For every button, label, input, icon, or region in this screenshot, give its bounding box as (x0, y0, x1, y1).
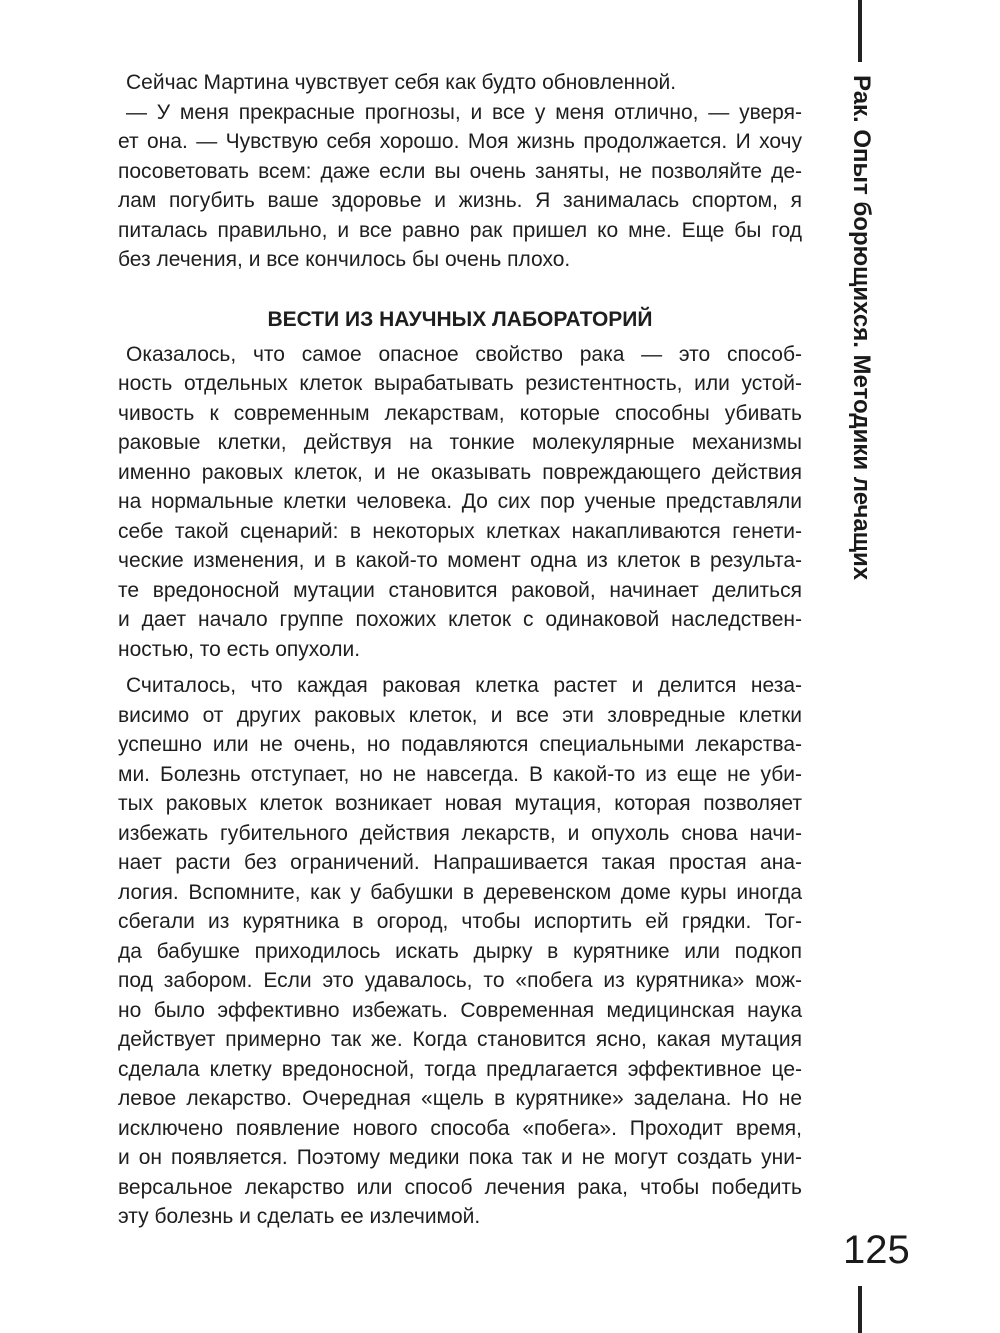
section-heading: ВЕСТИ ИЗ НАУЧНЫХ ЛАБОРАТОРИЙ (267, 307, 653, 331)
text-line: ностью, то есть опухоли. (118, 637, 361, 661)
page-body (118, 68, 802, 1232)
text-line: нает расти без ограничений. Напрашивается такая простая ана- (118, 851, 802, 874)
text-line: да бабушке приходилось искать дырку в курятнике или подкоп (118, 939, 802, 963)
text-line: без лечения, и все кончилось бы очень плохо. (118, 248, 571, 271)
paragraph (118, 68, 802, 98)
text-line: левое лекарство. Очередная «щель в курятнике» заделана. Но не (118, 1087, 802, 1110)
paragraph (118, 340, 802, 665)
paragraph (118, 671, 802, 1232)
text-line: ми. Болезнь отступает, но не навсегда. В какой-то из еще не уби- (118, 762, 802, 786)
text-line: посоветовать всем: даже если вы очень заняты, не позволяйте де- (118, 159, 802, 183)
text-line: висимо от других раковых клеток, и все эти зловредные клетки (118, 703, 802, 727)
text-line: но было эффективно избежать. Современная медицинская наука (118, 998, 802, 1022)
text-line: Оказалось, что самое опасное свойство рака — это способ- (126, 342, 802, 366)
text-line: те вредоносной мутации становится раковой, начинает делиться (118, 578, 802, 602)
text-line: тых раковых клеток возникает новая мутация, которая позволяет (118, 792, 802, 815)
text-line: под забором. Если это удавалось, то «побега из курятника» мож- (118, 969, 802, 992)
text-line: — У меня прекрасные прогнозы, и все у меня отлично, — уверя- (126, 100, 802, 124)
text-line: ет она. — Чувствую себя хорошо. Моя жизнь продолжается. И хочу (118, 130, 802, 153)
text-line: логия. Вспомните, как у бабушки в деревенском доме куры иногда (118, 880, 802, 904)
text-line: ческие изменения, и в какой-то момент одна из клеток в результа- (118, 549, 802, 572)
text-line: действует примерно так же. Когда становится ясно, какая мутация (118, 1028, 802, 1051)
top-rule (858, 0, 862, 62)
text-line: версальное лекарство или способ лечения рака, чтобы победить (118, 1175, 802, 1199)
text-line: Сейчас Мартина чувствует себя как будто обновленной. (126, 71, 677, 94)
bottom-rule (858, 1286, 862, 1333)
text-line: чивость к современным лекарствам, которые способны убивать (118, 401, 802, 425)
text-line: именно раковых клеток, и не оказывать повреждающего действия (118, 460, 802, 484)
text-line: исключено появление нового способа «побега». Проходит время, (118, 1116, 802, 1140)
text-line: успешно или не очень, но подавляются специальными лекарства- (118, 733, 802, 756)
text-line: избежать губительного действия лекарств, и опухоль снова начи- (118, 821, 802, 845)
text-line: себе такой сценарий: в некоторых клетках накапливаются генети- (118, 519, 802, 543)
text-line: питалась правильно, и все равно рак пришел ко мне. Еще бы год (118, 218, 802, 242)
text-line: эту болезнь и сделать ее излечимой. (118, 1205, 481, 1228)
running-title: Рак. Опыт борющихся. Методики лечащих (848, 75, 875, 581)
text-line: сбегали из курятника в огород, чтобы испортить ей грядки. Тог- (118, 910, 802, 933)
text-line: раковые клетки, действуя на тонкие молекулярные механизмы (118, 431, 802, 454)
text-line: лам погубить ваше здоровье и жизнь. Я занималась спортом, я (118, 189, 802, 212)
text-line: ность отдельных клеток вырабатывать резистентность, или устой- (118, 372, 802, 395)
text-line: сделала клетку вредоносной, тогда предлагается эффективное це- (118, 1057, 802, 1081)
text-line: и он появляется. Поэтому медики пока так и не могут создать уни- (118, 1146, 802, 1169)
text-line: на нормальные клетки человека. До сих пор ученые представляли (118, 490, 802, 513)
paragraph (118, 98, 802, 275)
text-line: и дает начало группе похожих клеток с одинаковой наследствен- (118, 608, 802, 631)
page-number: 125 (843, 1228, 910, 1272)
text-line: Считалось, что каждая раковая клетка растет и делится неза- (126, 674, 802, 697)
